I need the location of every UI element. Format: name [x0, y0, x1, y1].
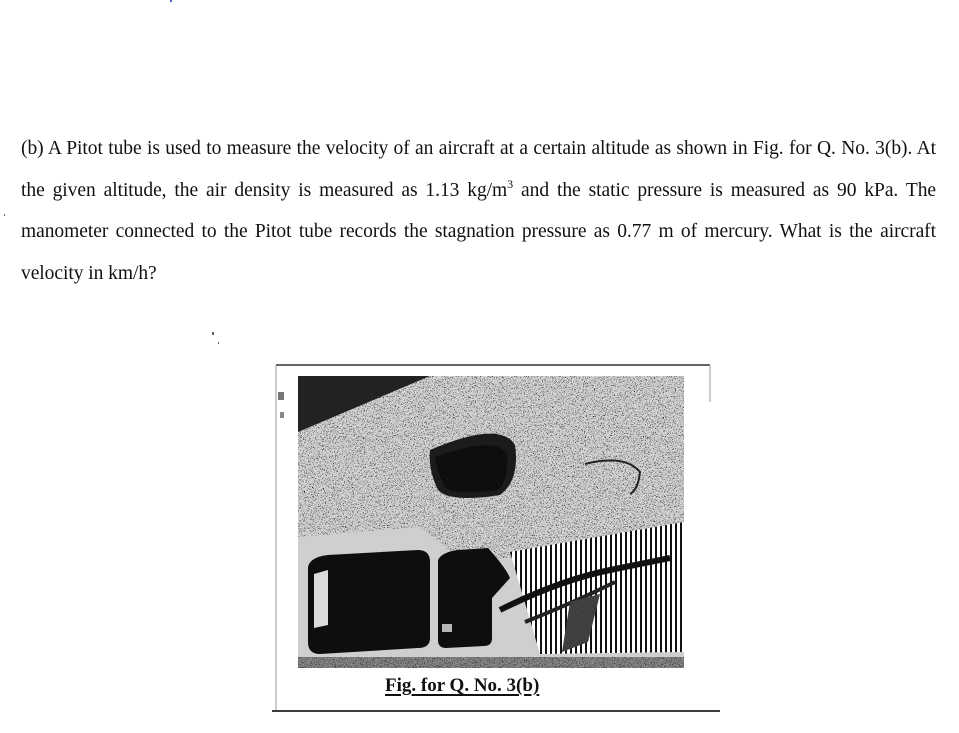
- question-part-label: (b): [21, 138, 44, 159]
- figure-photo: [270, 362, 720, 714]
- question-body: A Pitot tube is used to measure the velocity of an aircraft at a certain altitude as shown in Fig. for Q. No. 3(b). At the given altitude, the air density is measured as 1.13 kg/m: [21, 138, 937, 201]
- scan-speck: [4, 214, 5, 216]
- figure: [270, 362, 720, 714]
- scan-speck: [218, 342, 219, 344]
- question-text: [21, 128, 936, 294]
- scan-speck: [170, 0, 172, 2]
- unit-exponent: 3: [507, 176, 514, 191]
- scan-speck: [212, 332, 214, 335]
- figure-caption: Fig. for Q. No. 3(b): [385, 675, 540, 696]
- question-body-continued: and the static pressure is measured as 90 kPa. The manometer connected to the Pitot tube records the stagnation pressure as 0.77 m of mercury. What is the aircraft velocity in km/h?: [21, 179, 936, 284]
